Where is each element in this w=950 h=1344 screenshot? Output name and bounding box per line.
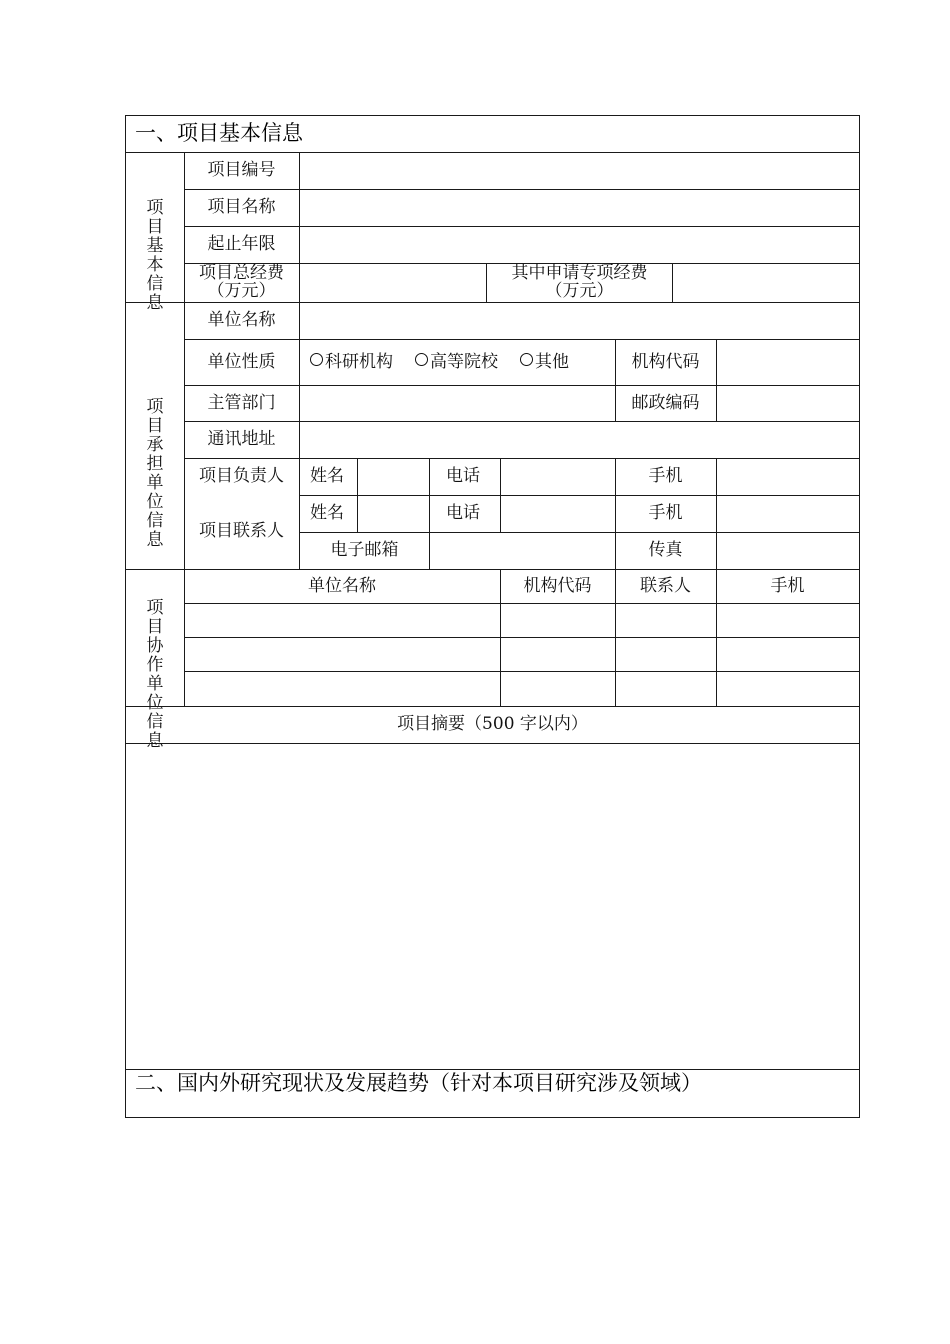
org-code-label: 机构代码 bbox=[631, 352, 700, 372]
contact-phone-label: 电话 bbox=[446, 503, 480, 523]
special-funding-label: 其中申请专项经费 （万元） bbox=[511, 263, 648, 301]
coop-unit-name-field[interactable] bbox=[185, 604, 500, 637]
leader-phone-label: 电话 bbox=[446, 466, 480, 486]
contact-label: 项目联系人 bbox=[199, 521, 284, 541]
contact-phone-field[interactable] bbox=[501, 496, 615, 532]
coop-mobile-field[interactable] bbox=[717, 604, 859, 637]
coop-org-code-field[interactable] bbox=[501, 638, 615, 671]
cooperation-group-label: 项目协作单位信息 bbox=[146, 598, 164, 751]
nature-option-university[interactable]: 高等院校 bbox=[415, 353, 498, 372]
special-funding-field[interactable] bbox=[673, 264, 859, 302]
coop-org-code-field[interactable] bbox=[501, 604, 615, 637]
leader-label: 项目负责人 bbox=[199, 466, 284, 486]
leader-mobile-label: 手机 bbox=[648, 466, 683, 486]
project-number-field[interactable] bbox=[300, 153, 859, 189]
duration-field[interactable] bbox=[300, 227, 859, 263]
total-funding-label: 项目总经费 （万元） bbox=[199, 263, 284, 301]
supervisor-field[interactable] bbox=[300, 386, 615, 421]
coop-org-code-field[interactable] bbox=[501, 672, 615, 706]
coop-header-contact: 联系人 bbox=[640, 576, 691, 596]
email-label: 电子邮箱 bbox=[330, 540, 399, 560]
duration-label: 起止年限 bbox=[207, 234, 276, 254]
basic-info-group-label: 项目基本信息 bbox=[146, 198, 164, 313]
postal-code-field[interactable] bbox=[717, 386, 859, 421]
coop-contact-field[interactable] bbox=[616, 638, 716, 671]
section-1-title: 一、项目基本信息 bbox=[135, 121, 303, 145]
nature-option-other[interactable]: 其他 bbox=[520, 353, 569, 372]
abstract-label: 项目摘要（500 字以内） bbox=[397, 714, 588, 734]
coop-unit-name-field[interactable] bbox=[185, 638, 500, 671]
project-number-label: 项目编号 bbox=[207, 160, 276, 180]
leader-name-field[interactable] bbox=[358, 459, 429, 495]
coop-header-org-code: 机构代码 bbox=[523, 576, 592, 596]
leader-mobile-field[interactable] bbox=[717, 459, 859, 495]
coop-header-unit-name: 单位名称 bbox=[308, 576, 376, 596]
section-2-field[interactable] bbox=[127, 1097, 859, 1117]
email-field[interactable] bbox=[430, 533, 615, 569]
org-code-field[interactable] bbox=[717, 340, 859, 385]
project-name-label: 项目名称 bbox=[207, 197, 276, 217]
unit-name-field[interactable] bbox=[300, 303, 859, 339]
coop-contact-field[interactable] bbox=[616, 604, 716, 637]
radio-icon[interactable] bbox=[415, 353, 428, 366]
leader-name-label: 姓名 bbox=[310, 466, 344, 486]
address-label: 通讯地址 bbox=[207, 429, 276, 449]
nature-option-research[interactable]: 科研机构 bbox=[310, 353, 393, 372]
unit-name-label: 单位名称 bbox=[207, 310, 276, 330]
coop-unit-name-field[interactable] bbox=[185, 672, 500, 706]
coop-header-mobile: 手机 bbox=[770, 576, 805, 596]
radio-icon[interactable] bbox=[310, 353, 323, 366]
fax-label: 传真 bbox=[648, 540, 683, 560]
contact-mobile-label: 手机 bbox=[648, 503, 683, 523]
contact-mobile-field[interactable] bbox=[717, 496, 859, 532]
section-2-title: 二、国内外研究现状及发展趋势（针对本项目研究涉及领域） bbox=[135, 1071, 702, 1095]
project-name-field[interactable] bbox=[300, 190, 859, 226]
leader-phone-field[interactable] bbox=[501, 459, 615, 495]
supervisor-label: 主管部门 bbox=[207, 393, 276, 413]
address-field[interactable] bbox=[300, 422, 859, 458]
abstract-field[interactable] bbox=[127, 744, 859, 1069]
contact-name-field[interactable] bbox=[358, 496, 429, 532]
coop-mobile-field[interactable] bbox=[717, 672, 859, 706]
unit-nature-options bbox=[310, 353, 591, 372]
total-funding-field[interactable] bbox=[300, 264, 486, 302]
radio-icon[interactable] bbox=[520, 353, 533, 366]
postal-code-label: 邮政编码 bbox=[631, 393, 700, 413]
coop-contact-field[interactable] bbox=[616, 672, 716, 706]
contact-name-label: 姓名 bbox=[310, 503, 344, 523]
unit-nature-label: 单位性质 bbox=[207, 352, 276, 372]
coop-mobile-field[interactable] bbox=[717, 638, 859, 671]
undertaking-group-label: 项目承担单位信息 bbox=[146, 397, 164, 550]
fax-field[interactable] bbox=[717, 533, 859, 569]
